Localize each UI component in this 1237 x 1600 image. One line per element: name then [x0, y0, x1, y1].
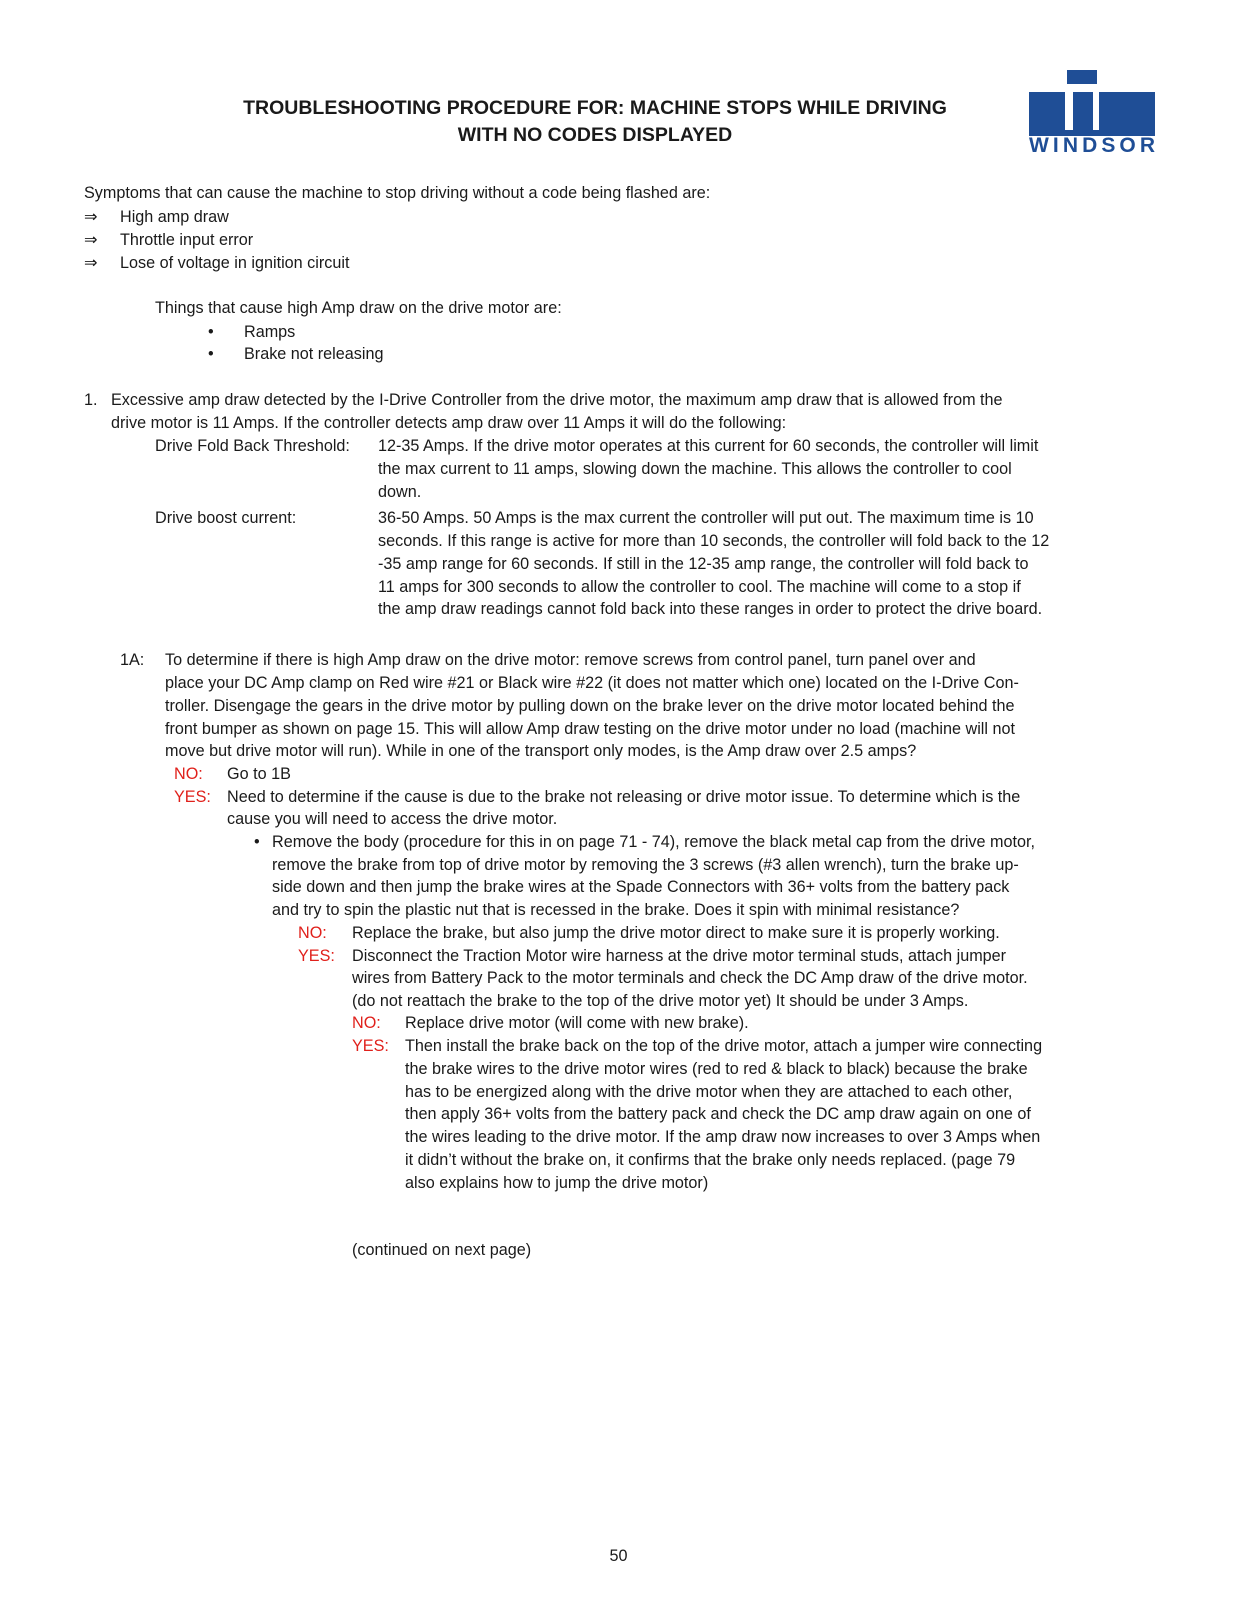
fold-back-text: 12-35 Amps. If the drive motor operates at this current for 60 seconds, the controller will limit: [378, 437, 1039, 455]
sub-step-text: remove the brake from top of drive motor by removing the 3 screws (#3 allen wrench), turn the brake up-: [272, 856, 1019, 874]
list-item: • Brake not releasing: [208, 343, 383, 366]
windsor-logo: [1027, 70, 1167, 154]
list-item: • Ramps: [208, 321, 295, 344]
no-label: NO:: [298, 924, 327, 942]
yes-answer: then apply 36+ volts from the battery pack and check the DC amp draw again on one of: [405, 1105, 1031, 1123]
fold-back-label: Drive Fold Back Threshold:: [155, 437, 350, 455]
yes-answer: also explains how to jump the drive motor): [405, 1174, 709, 1192]
yes-label: YES:: [298, 947, 335, 965]
yes-answer: Then install the brake back on the top of the drive motor, attach a jumper wire connecting: [405, 1037, 1043, 1055]
no-label: NO:: [174, 765, 203, 783]
step-1-text: drive motor is 11 Amps. If the controller detects amp draw over 11 Amps it will do the following:: [111, 414, 787, 432]
yes-answer: the wires leading to the drive motor. If the amp draw now increases to over 3 Amps when: [405, 1128, 1041, 1146]
sub-step-text: and try to spin the plastic nut that is recessed in the brake. Does it spin with minimal resistance?: [272, 901, 960, 919]
step-1-text: Excessive amp draw detected by the I-Drive Controller from the drive motor, the maximum amp draw that is allowed from the: [111, 391, 1003, 409]
step-1a-text: front bumper as shown on page 15. This will allow Amp draw testing on the drive motor under no load (machine will not: [165, 720, 1015, 738]
no-answer: Go to 1B: [227, 765, 291, 783]
yes-answer: Need to determine if the cause is due to the brake not releasing or drive motor issue. To determine which is the: [227, 788, 1021, 806]
high-amp-intro: Things that cause high Amp draw on the drive motor are:: [155, 299, 562, 317]
continued-note: (continued on next page): [352, 1241, 532, 1259]
step-1a-text: To determine if there is high Amp draw on the drive motor: remove screws from control panel, turn panel over and: [165, 651, 976, 669]
fold-back-text: down.: [378, 483, 422, 501]
step-1a-number: 1A:: [120, 651, 145, 669]
title-line-1: TROUBLESHOOTING PROCEDURE FOR: MACHINE STOPS WHILE DRIVING: [243, 97, 947, 119]
no-label: NO:: [352, 1014, 381, 1032]
yes-answer: has to be energized along with the drive motor when they are attached to each other,: [405, 1083, 1013, 1101]
yes-label: YES:: [352, 1037, 389, 1055]
step-1a-text: move but drive motor will run). While in one of the transport only modes, is the Amp draw over 2.5 amps?: [165, 742, 917, 760]
symptom-item: ⇒ High amp draw: [84, 206, 229, 229]
bullet-icon: •: [208, 345, 214, 363]
symptoms-intro: Symptoms that can cause the machine to stop driving without a code being flashed are:: [84, 184, 711, 202]
boost-text: -35 amp range for 60 seconds. If still in the 12-35 amp range, the controller will fold back to: [378, 555, 1029, 573]
arrow-icon: ⇒: [84, 208, 98, 226]
boost-text: 36-50 Amps. 50 Amps is the max current the controller will put out. The maximum time is 10: [378, 509, 1034, 527]
sub-step-text: side down and then jump the brake wires at the Spade Connectors with 36+ volts from the battery pack: [272, 878, 1010, 896]
arrow-icon: ⇒: [84, 231, 98, 249]
step-1a-text: troller. Disengage the gears in the drive motor by pulling down on the brake lever on the drive motor located behind the: [165, 697, 1015, 715]
yes-answer: (do not reattach the brake to the top of the drive motor yet) It should be under 3 Amps.: [352, 992, 969, 1010]
symptom-item: ⇒ Throttle input error: [84, 229, 253, 252]
boost-text: seconds. If this range is active for more than 10 seconds, the controller will fold back to the 12: [378, 532, 1050, 550]
yes-answer: wires from Battery Pack to the motor terminals and check the DC Amp draw of the drive motor.: [352, 969, 1028, 987]
boost-text: 11 amps for 300 seconds to allow the controller to cool. The machine will come to a stop if: [378, 578, 1021, 596]
page-title: [200, 95, 990, 149]
yes-label: YES:: [174, 788, 211, 806]
fold-back-text: the max current to 11 amps, slowing down the machine. This allows the controller to cool: [378, 460, 1012, 478]
bullet-icon: •: [208, 323, 214, 341]
page-number: 50: [609, 1547, 628, 1565]
yes-answer: it didn’t without the brake on, it confirms that the brake only needs replaced. (page 79: [405, 1151, 1016, 1169]
svg-text:WINDSOR: WINDSOR: [1029, 134, 1155, 154]
no-answer: Replace drive motor (will come with new brake).: [405, 1014, 749, 1032]
title-line-2: WITH NO CODES DISPLAYED: [457, 124, 733, 146]
yes-answer: cause you will need to access the drive motor.: [227, 810, 558, 828]
no-answer: Replace the brake, but also jump the drive motor direct to make sure it is properly working.: [352, 924, 1000, 942]
sub-step-text: Remove the body (procedure for this in on page 71 - 74), remove the black metal cap from the drive motor,: [272, 833, 1035, 851]
yes-answer: the brake wires to the drive motor wires (red to red & black to black) because the brake: [405, 1060, 1028, 1078]
yes-answer: Disconnect the Traction Motor wire harness at the drive motor terminal studs, attach jumper: [352, 947, 1007, 965]
bullet-icon: •: [254, 833, 260, 851]
arrow-icon: ⇒: [84, 254, 98, 272]
symptom-item: ⇒ Lose of voltage in ignition circuit: [84, 252, 349, 275]
step-1-number: 1.: [84, 391, 98, 409]
step-1a-text: place your DC Amp clamp on Red wire #21 or Black wire #22 (it does not matter which one) located on the I-Drive Con-: [165, 674, 1019, 692]
boost-label: Drive boost current:: [155, 509, 297, 527]
boost-text: the amp draw readings cannot fold back into these ranges in order to protect the drive board.: [378, 600, 1043, 618]
